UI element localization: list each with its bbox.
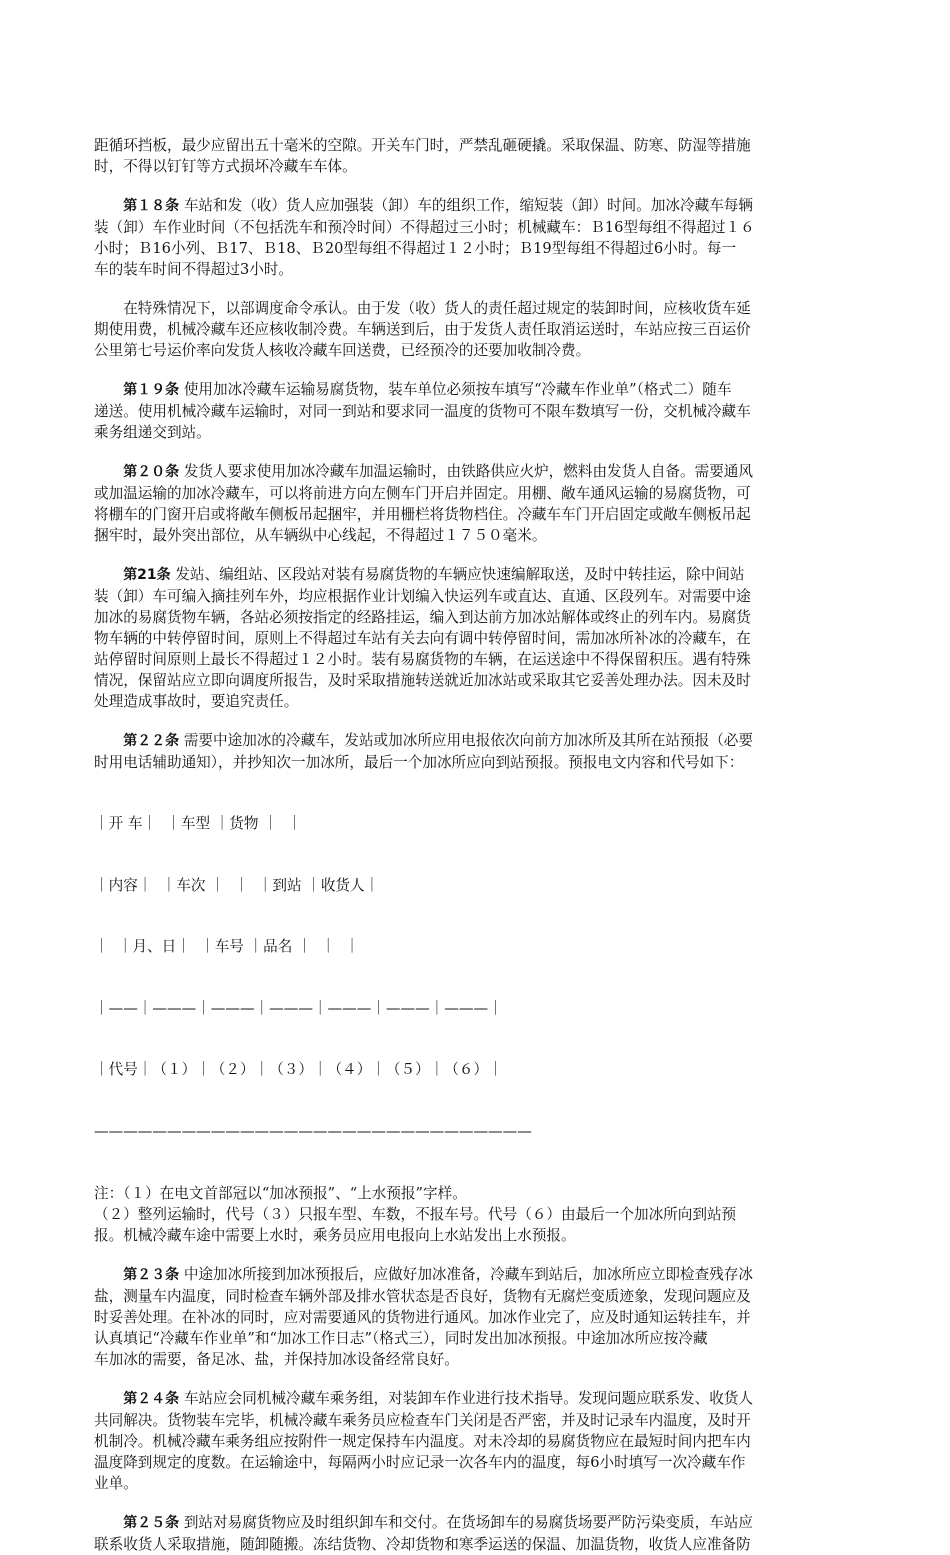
text-line: 捆牢时，最外突出部位，从车辆纵中心线起，不得超过１７５０毫米。 (94, 527, 547, 544)
article-23 (94, 1264, 856, 1370)
text-line: 车加冰的需要，备足冰、盐，并保持加冰设备经常良好。 (94, 1351, 459, 1368)
telegram-code-table (94, 773, 856, 1183)
article-label: 第２４条 (123, 1391, 180, 1407)
text-line: 认真填记“冷藏车作业单”和“加冰工作日志”（格式三），同时发出加冰预报。中途加冰所应按冷藏 (94, 1330, 708, 1347)
text-line: 车的装车时间不得超过3小时。 (94, 261, 294, 278)
article-21 (94, 564, 856, 712)
text-line: 发货人要求使用加冰冷藏车加温运输时，由铁路供应火炉，燃料由发货人自备。需要通风 (183, 463, 753, 480)
intro-paragraph (94, 135, 856, 177)
article-label: 第２０条 (123, 464, 180, 480)
table-notes (94, 1183, 856, 1246)
note-line: 注：（１）在电文首部冠以“加冰预报”、“上水预报”字样。 (94, 1185, 467, 1202)
text-line: 递送。使用机械冷藏车运输时，对同一到站和要求同一温度的货物可不限车数填写一份，交机械冷藏车 (94, 403, 751, 420)
table-row: ｜内容｜ ｜车次 ｜ ｜ ｜到站 ｜收货人｜ (94, 876, 380, 894)
table-rule: —————————————————————————————— (94, 1122, 532, 1140)
text-line: 温度降到规定的度数。在运输途中，每隔两小时应记录一次各车内的温度，每6小时填写一次冷藏车作 (94, 1454, 746, 1471)
text-line: 距循环挡板，最少应留出五十毫米的空隙。开关车门时，严禁乱砸硬撬。采取保温、防寒、防湿等措施 (94, 137, 751, 154)
text-line: 机制冷。机械冷藏车乘务组应按附件一规定保持车内温度。对未冷却的易腐货物应在最短时间内把车内 (94, 1433, 751, 1450)
text-line: 或加温运输的加冰冷藏车，可以将前进方向左侧车门开启并固定。用棚、敞车通风运输的易腐货物，可 (94, 485, 751, 502)
text-line: 物车辆的中转停留时间，原则上不得超过车站有关去向有调中转停留时间，需加冰所补冰的冷藏车，在 (94, 630, 751, 647)
text-line: 加冰的易腐货物车辆，各站必须按指定的经路挂运，编入到达前方加冰站解体或终止的列车内。易腐货 (94, 609, 751, 626)
text-line: 装（卸）车作业时间（不包括洗车和预冷时间）不得超过三小时；机械藏车：Ｂ16型每组不得超过１６ (94, 219, 755, 236)
article-label: 第２３条 (123, 1267, 180, 1283)
text-line: 时，不得以钉钉等方式损坏冷藏车车体。 (94, 158, 357, 175)
text-line: 发站、编组站、区段站对装有易腐货物的车辆应快速编解取送，及时中转挂运，除中间站 (175, 566, 745, 583)
text-line: 小时；Ｂ16小列、Ｂ17、Ｂ18、Ｂ20型每组不得超过１２小时；Ｂ19型每组不得超过6小时。每一 (94, 240, 737, 257)
text-line: 在特殊情况下，以部调度命令承认。由于发（收）货人的责任超过规定的装卸时间，应核收货车延 (123, 300, 751, 317)
article-24 (94, 1388, 856, 1494)
text-line: 需要中途加冰的冷藏车，发站或加冰所应用电报依次向前方加冰所及其所在站预报（必要 (183, 732, 753, 749)
text-line: 装（卸）车可编入摘挂列车外，均应根据作业计划编入快运列车或直达、直通、区段列车。对需要中途 (94, 588, 751, 605)
note-line: 报。机械冷藏车途中需要上水时，乘务员应用电报向上水站发出上水预报。 (94, 1227, 576, 1244)
table-row: ｜ ｜月、日｜ ｜车号 ｜品名 ｜ ｜ ｜ (94, 938, 360, 955)
article-label: 第１８条 (123, 198, 180, 214)
text-line: 情况，保留站应立即向调度所报告，及时采取措施转送就近加冰站或采取其它妥善处理办法。因未及时 (94, 672, 751, 689)
article-label: 第21条 (123, 567, 171, 583)
text-line: 公里第七号运价率向发货人核收冷藏车回送费，已经预冷的还要加收制冷费。 (94, 342, 591, 359)
article-label: 第２２条 (123, 733, 180, 749)
text-line: 到站对易腐货物应及时组织卸车和交付。在货场卸车的易腐货场要严防污染变质，车站应 (183, 1514, 753, 1531)
text-line: 处理造成事故时，要追究责任。 (94, 693, 299, 710)
article-19 (94, 379, 856, 443)
text-line: 业单。 (94, 1475, 138, 1492)
text-line: 中途加冰所接到加冰预报后，应做好加冰准备，冷藏车到站后，加冰所应立即检查残存冰 (183, 1266, 753, 1283)
text-line: 将棚车的门窗开启或将敞车侧板吊起捆牢，并用栅栏将货物档住。冷藏车车门开启固定或敞车侧板吊起 (94, 506, 751, 523)
special-case-paragraph (94, 298, 856, 361)
article-18 (94, 195, 856, 280)
text-line: 车站应会同机械冷藏车乘务组，对装卸车作业进行技术指导。发现问题应联系发、收货人 (183, 1390, 753, 1407)
document-page (94, 135, 856, 1555)
text-line: 期使用费，机械冷藏车还应核收制冷费。车辆送到后，由于发货人责任取消运送时，车站应按三百运价 (94, 321, 751, 338)
text-line: 盐，测量车内温度，同时检查车辆外部及排水管状态是否良好，货物有无腐烂变质迹象，发现问题应及 (94, 1288, 751, 1305)
table-row: ｜代号｜（１）｜（２）｜（３）｜（４）｜（５）｜（６）｜ (94, 1061, 503, 1078)
text-line: 使用加冰冷藏车运输易腐货物，装车单位必须按车填写“冷藏车作业单”（格式二）随车 (183, 381, 732, 398)
text-line: 时妥善处理。在补冰的同时，应对需要通风的货物进行通风。加冰作业完了，应及时通知运转挂车，并 (94, 1309, 751, 1326)
text-line: 乘务组递交到站。 (94, 424, 211, 441)
text-line: 站停留时间原则上最长不得超过１２小时。装有易腐货物的车辆，在运送途中不得保留积压。遇有特殊 (94, 651, 751, 668)
text-line: 时用电话辅助通知），并抄知次一加冰所，最后一个加冰所应向到站预报。预报电文内容和代号如下： (94, 754, 744, 771)
article-label: 第１９条 (123, 382, 180, 398)
table-row: ｜——｜———｜———｜———｜———｜———｜———｜ (94, 999, 503, 1017)
article-25 (94, 1512, 856, 1555)
text-line: 共同解决。货物装车完毕，机械冷藏车乘务员应检查车门关闭是否严密，并及时记录车内温度，及时开 (94, 1412, 751, 1429)
text-line: 联系收货人采取措施，随卸随搬。冻结货物、冷却货物和寒季运送的保温、加温货物，收货人应准备防 (94, 1536, 751, 1553)
article-label: 第２５条 (123, 1515, 180, 1531)
article-22 (94, 730, 856, 773)
article-20 (94, 461, 856, 546)
text-line: 车站和发（收）货人应加强装（卸）车的组织工作，缩短装（卸）时间。加冰冷藏车每辆 (183, 197, 753, 214)
table-row: ｜开 车｜ ｜车型 ｜货物 ｜ ｜ (94, 815, 302, 832)
note-line: （２）整列运输时，代号（３）只报车型、车数，不报车号。代号（６）由最后一个加冰所向到站预 (94, 1206, 737, 1223)
